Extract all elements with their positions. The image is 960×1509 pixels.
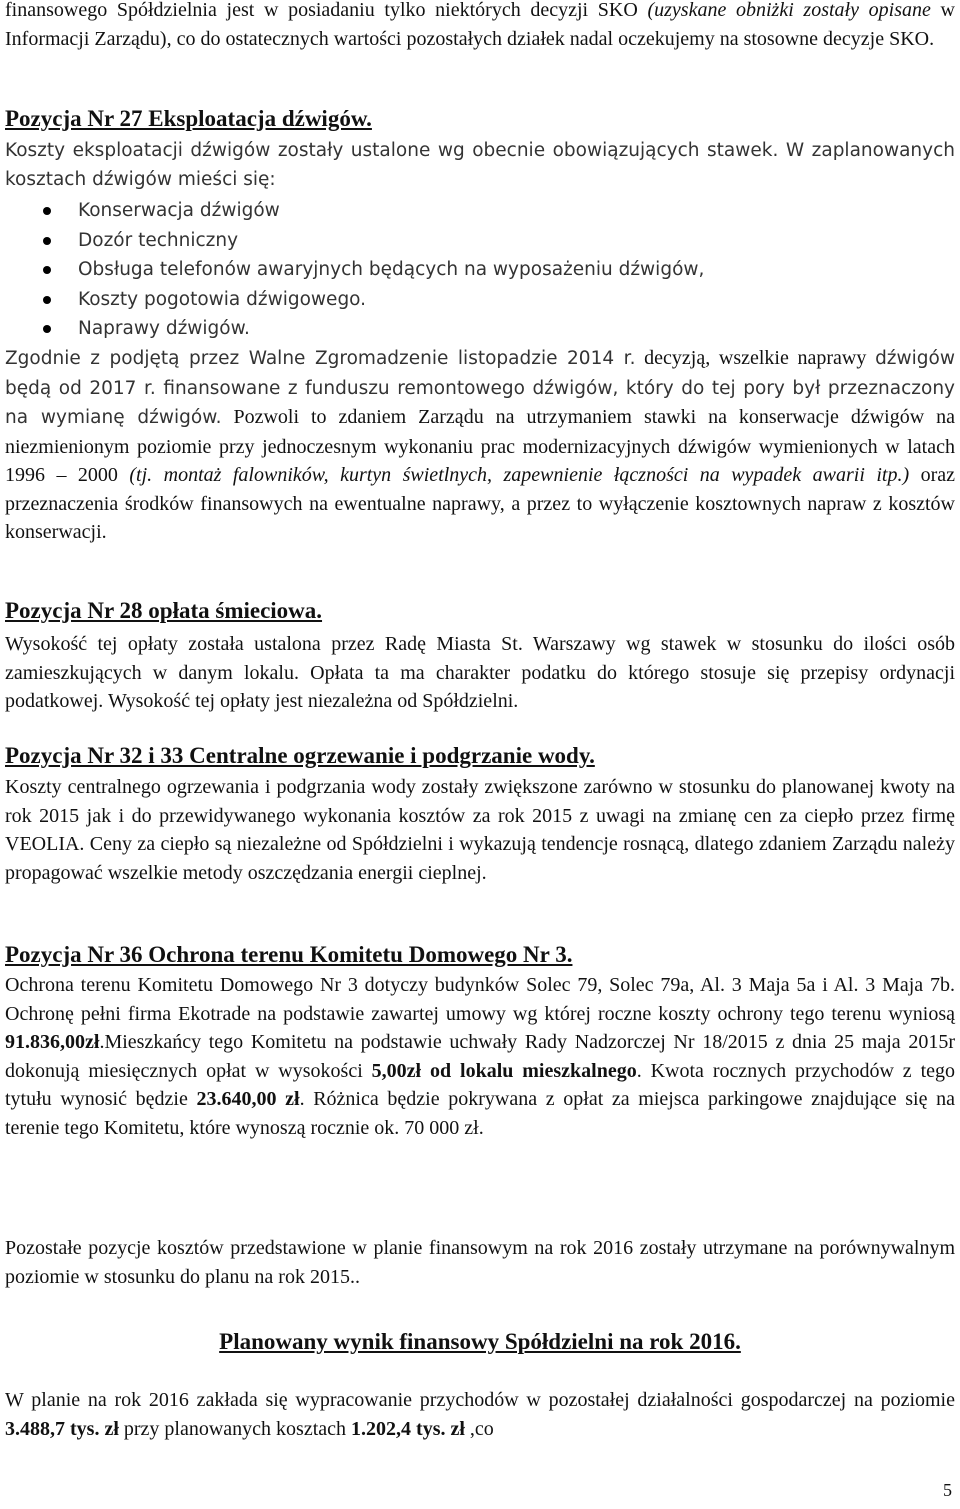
bullet-icon <box>43 296 51 304</box>
bullet-icon <box>43 207 51 215</box>
section-36-heading: Pozycja Nr 36 Ochrona terenu Komitetu Domowego Nr 3. <box>5 942 573 967</box>
result-amount-2: 1.202,4 tys. zł <box>351 1417 465 1440</box>
section-27-body-serif-4: oraz przeznaczenia środków finansowych na ewentualne naprawy, a przez to wyłączenie kosztownych napraw z kosztów konserwacji. <box>5 464 955 543</box>
section-36-text-1: Ochrona terenu Komitetu Domowego Nr 3 dotyczy budynków Solec 79, Solec 79a, Al. 3 Maja 5a i Al. 3 Maja 7b. Ochronę pełni firma Ekotrade na podstawie zawartej umowy wg której roczne koszty ochrony tego terenu wyniosą <box>5 974 955 1025</box>
section-27-bullet-list <box>5 196 955 344</box>
section-36-amount-3: 23.640,00 zł <box>196 1088 300 1110</box>
result-text-3: ,co <box>464 1417 494 1440</box>
list-item <box>5 255 955 285</box>
section-27-body-sans-2: dźwigów będą od 2017 r. <box>5 348 955 399</box>
page-number: 5 <box>943 1480 952 1500</box>
intro-text-italic: (uzyskane obniżki zostały opisane <box>647 0 931 21</box>
result-amount-1: 3.488,7 tys. zł <box>5 1417 119 1440</box>
bullet-icon <box>43 266 51 274</box>
result-text-2: przy planowanych kosztach <box>118 1417 352 1440</box>
list-item <box>5 226 955 256</box>
result-body <box>5 1386 955 1443</box>
section-32-heading: Pozycja Nr 32 i 33 Centralne ogrzewanie i podgrzanie wody. <box>5 743 595 768</box>
list-item <box>5 285 955 315</box>
result-heading-text: Planowany wynik finansowy Spółdzielni na rok 2016. <box>219 1329 741 1354</box>
list-item-text: Koszty pogotowia dźwigowego. <box>78 288 367 310</box>
list-item-text: Naprawy dźwigów. <box>78 318 250 339</box>
section-36-body <box>5 971 955 1142</box>
section-27-body <box>5 344 955 547</box>
result-text-1: W planie na rok 2016 zakłada się wypracowanie przychodów w pozostałej działalności gospodarczej na poziomie <box>5 1389 955 1411</box>
remaining-paragraph: Pozostałe pozycje kosztów przedstawione w planie finansowym na rok 2016 zostały utrzymane na porównywalnym poziomie w stosunku do planu na rok 2015.. <box>5 1237 955 1288</box>
section-27-body-italic: (tj. montaż falowników, kurtyn świetlnych, zapewnienie łączności na wypadek awarii itp.) <box>129 464 910 486</box>
section-27-intro: Koszty eksploatacji dźwigów zostały ustalone wg obecnie obowiązujących stawek. W zaplanowanych kosztach dźwigów mieści się: <box>5 140 955 190</box>
section-28-body: Wysokość tej opłaty została ustalona przez Radę Miasta St. Warszawy wg stawek w stosunku do ilości osób zamieszkujących w danym lokalu. Opłata ta ma charakter podatku do którego stosuje się przepisy ordynacji podatkowej. Wysokość tej opłaty jest niezależna od Spółdzielni. <box>5 633 955 712</box>
section-27-body-serif-2: finansowane z funduszu remontowego dźwigów, który do tej pory był przeznaczony na wymianę dźwigów. <box>5 377 955 428</box>
list-item <box>5 314 955 344</box>
section-27-body-serif-1: decyzją, wszelkie naprawy <box>635 347 876 369</box>
section-36-text-3: . Kwota rocznych przychodów z tego tytułu wynosić będzie <box>5 1059 955 1110</box>
list-item-text: Dozór techniczny <box>78 229 239 251</box>
bullet-icon <box>43 237 51 245</box>
section-27-body-serif-3: Pozwoli to zdaniem Zarządu na utrzymaniem stawki na konserwacje dźwigów na niezmienionym poziomie przy jednoczesnym wykonaniu prac modernizacyjnych dźwigów wymienionych w latach 1996 – 2000 <box>5 406 955 486</box>
section-36-amount-1: 91.836,00zł <box>5 1031 100 1053</box>
section-36-amount-2: 5,00zł od lokalu mieszkalnego <box>371 1059 637 1082</box>
list-item-text: Obsługa telefonów awaryjnych będących na wyposażeniu dźwigów, <box>78 259 705 280</box>
section-28-heading: Pozycja Nr 28 opłata śmieciowa. <box>5 598 323 623</box>
section-32-body: Koszty centralnego ogrzewania i podgrzania wody zostały zwiększone zarówno w stosunku do planowanej kwoty na rok 2015 jak i do przewidywanego wykonania kosztów za rok 2015 z uwagi na zmianę cen za ciepło przez firmę VEOLIA. Ceny za ciepło są niezależne od Spółdzielni i wykazują tendencje rosnącą, dlatego zdaniem Zarządu należy propagować wszelkie metody oszczędzania energii cieplnej. <box>5 776 955 884</box>
intro-text-1: finansowego Spółdzielnia jest w posiadaniu tylko niektórych decyzji SKO <box>5 0 648 21</box>
section-27-heading: Pozycja Nr 27 Eksploatacja dźwigów. <box>5 106 372 131</box>
bullet-icon <box>43 325 51 333</box>
intro-text-2: w Informacji Zarządu), co do ostatecznych wartości pozostałych działek nadal oczekujemy na stosowne decyzje SKO. <box>5 0 956 50</box>
section-36-text-2: .Mieszkańcy tego Komitetu na podstawie uchwały Rady Nadzorczej Nr 18/2015 z dnia 25 maja 2015r dokonują miesięcznych opłat w wysokości <box>5 1031 955 1082</box>
intro-paragraph <box>5 0 955 53</box>
section-27-body-sans-1: Zgodnie z podjętą przez Walne Zgromadzenie listopadzie 2014 r. <box>5 348 636 369</box>
result-heading <box>0 1327 960 1357</box>
section-36-text-4: . Różnica będzie pokrywana z opłat za miejsca parkingowe znajdujące się na terenie tego Komitetu, które wynoszą rocznie ok. 70 000 zł. <box>5 1088 955 1139</box>
list-item-text: Konserwacja dźwigów <box>78 200 280 221</box>
list-item <box>5 196 955 226</box>
